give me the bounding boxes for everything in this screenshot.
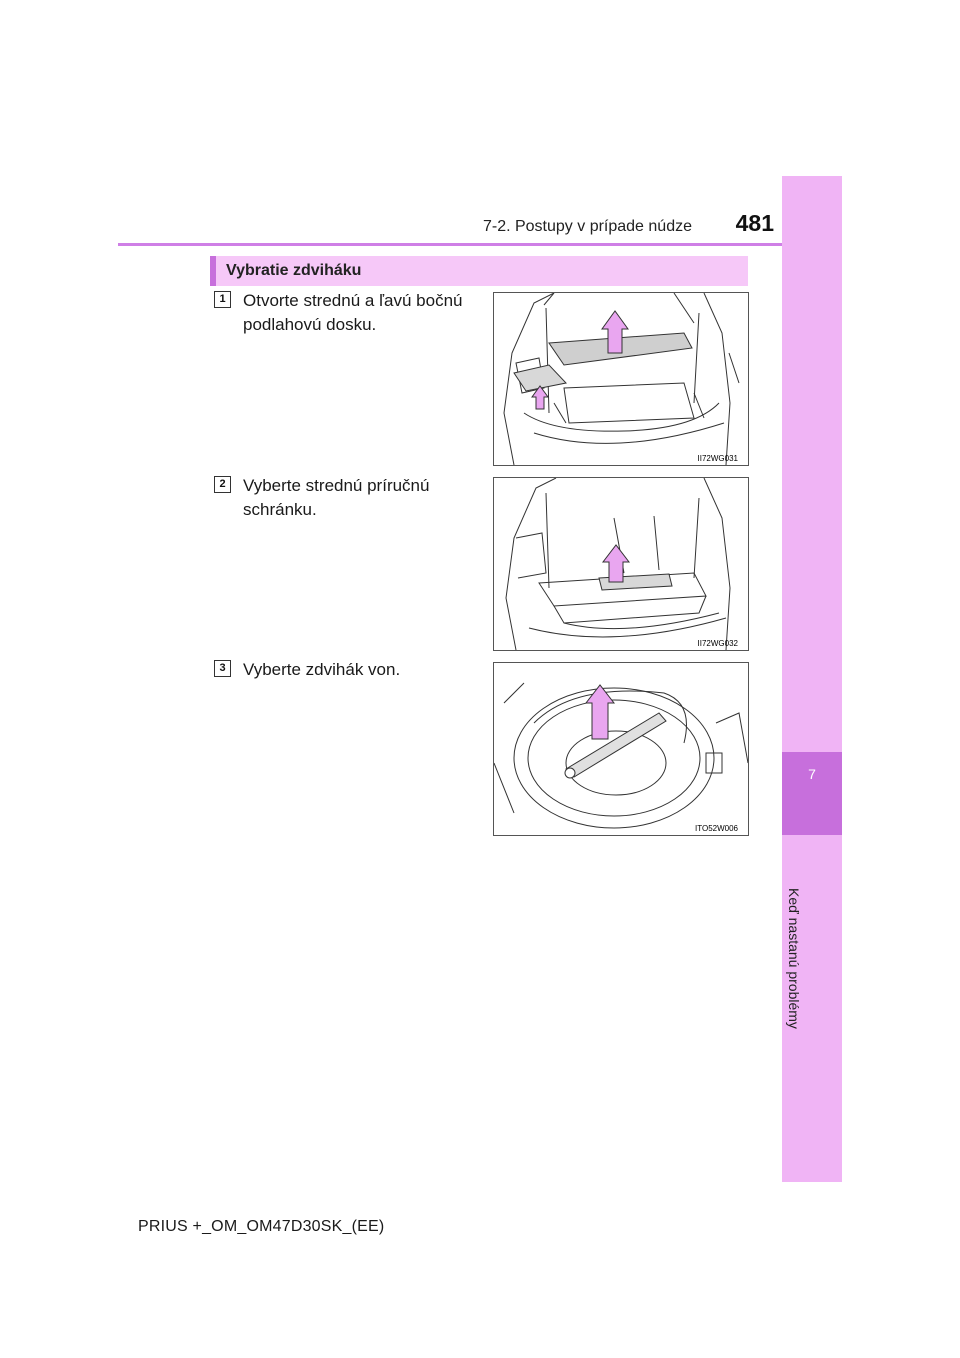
step-text: Otvorte strednú a ľavú bočnú podlahovú dosku. (243, 291, 463, 334)
step-number-badge: 2 (214, 476, 231, 493)
step-number-badge: 1 (214, 291, 231, 308)
image-code: ITO52W006 (695, 824, 738, 833)
image-code: II72WG031 (697, 454, 738, 463)
page-number: 481 (735, 210, 774, 236)
step-number-badge: 3 (214, 660, 231, 677)
illustration-trunk-floor-boards (493, 292, 749, 466)
chapter-number-block (782, 752, 842, 835)
illustration-center-box (493, 477, 749, 651)
section-heading: Vybratie zdviháku (210, 256, 748, 286)
step-text: Vyberte zdvihák von. (243, 660, 401, 679)
illustration-jack-removal (493, 662, 749, 836)
header-rule (118, 243, 842, 246)
image-code: II72WG032 (697, 639, 738, 648)
header-section-title: 7-2. Postupy v prípade núdze (482, 218, 692, 235)
chapter-title: Keď nastanú problémy (786, 888, 802, 1029)
chapter-side-tab (782, 176, 842, 1182)
chapter-number: 7 (808, 766, 816, 782)
step-text: Vyberte strednú príručnú schránku. (243, 476, 430, 519)
footer-document-code: PRIUS +_OM_OM47D30SK_(EE) (138, 1218, 385, 1235)
